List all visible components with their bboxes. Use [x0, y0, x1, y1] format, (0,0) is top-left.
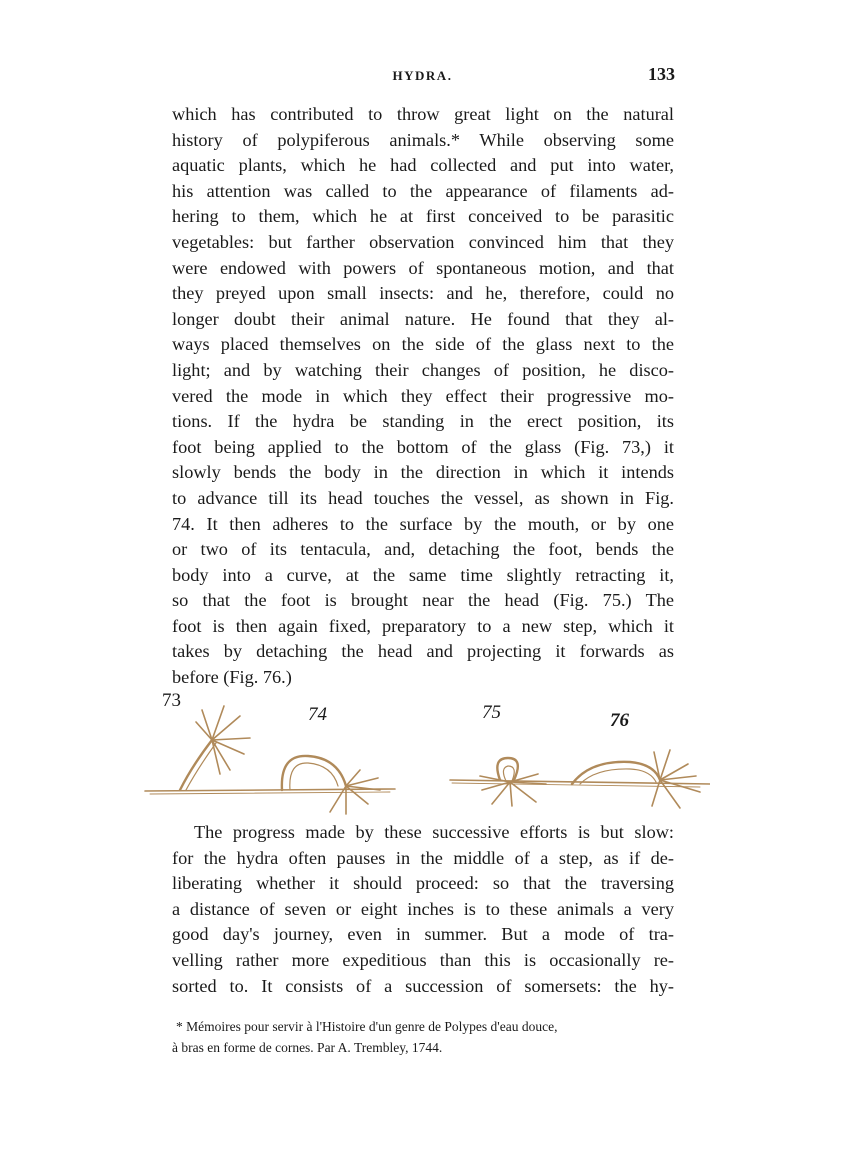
- text-line: velling rather more expeditious than this is occasionally re-: [172, 949, 674, 970]
- text-line: liberating whether it should proceed: so that the traversing: [172, 873, 674, 894]
- text-line: The progress made by these successive efforts is but slow:: [194, 822, 674, 842]
- text-line: vegetables: but farther observation convinced him that they: [172, 231, 674, 252]
- text-line: aquatic plants, which he had collected and put into water,: [172, 155, 674, 176]
- page-number: 133: [648, 64, 675, 84]
- text-line: ways placed themselves on the side of the glass next to the: [172, 334, 674, 355]
- paragraph-2: [172, 820, 674, 999]
- text-line: body into a curve, at the same time slightly retracting it,: [172, 564, 674, 585]
- figure-label-75: 75: [482, 702, 501, 723]
- paragraph-1: [172, 102, 674, 691]
- text-line: foot is then again fixed, preparatory to a new step, which it: [172, 615, 674, 636]
- text-line: vered the mode in which they effect their progressive mo-: [172, 385, 674, 406]
- running-head: [170, 64, 675, 88]
- text-line: takes by detaching the head and projecting it forwards as: [172, 641, 674, 662]
- text-line: before (Fig. 76.): [172, 667, 292, 688]
- text-line: so that the foot is brought near the head (Fig. 75.) The: [172, 590, 674, 611]
- text-line: longer doubt their animal nature. He found that they al-: [172, 308, 674, 329]
- text-line: good day's journey, even in summer. But a mode of tra-: [172, 924, 674, 945]
- text-line: his attention was called to the appearance of filaments ad-: [172, 180, 674, 201]
- text-line: or two of its tentacula, and, detaching the foot, bends the: [172, 539, 674, 560]
- text-line: sorted to. It consists of a succession of somersets: the hy-: [172, 975, 674, 996]
- text-line: light; and by watching their changes of position, he disco-: [172, 359, 674, 380]
- running-title: HYDRA.: [392, 68, 453, 83]
- footnote: [172, 1016, 672, 1058]
- text-line: they preyed upon small insects: and he, therefore, could no: [172, 283, 674, 304]
- figure-label-74: 74: [308, 704, 327, 725]
- hydra-locomotion-figure: [140, 688, 710, 818]
- footnote-line: * Mémoires pour servir à l'Histoire d'un genre de Polypes d'eau douce,: [176, 1019, 558, 1034]
- text-line: which has contributed to throw great light on the natural: [172, 104, 674, 124]
- text-line: were endowed with powers of spontaneous motion, and that: [172, 257, 674, 278]
- figure-label-76: 76: [610, 710, 629, 731]
- text-line: 74. It then adheres to the surface by the mouth, or by one: [172, 513, 674, 534]
- text-line: history of polypiferous animals.* While observing some: [172, 129, 674, 150]
- footnote-line: à bras en forme de cornes. Par A. Trembley, 1744.: [172, 1040, 443, 1055]
- text-line: slowly bends the body in the direction in which it intends: [172, 462, 674, 483]
- text-line: hering to them, which he at first conceived to be parasitic: [172, 206, 674, 227]
- text-line: to advance till its head touches the vessel, as shown in Fig.: [172, 487, 674, 508]
- hydra-engraving: [140, 688, 710, 818]
- figure-label-73: 73: [162, 690, 181, 711]
- text-line: a distance of seven or eight inches is to these animals a very: [172, 898, 674, 919]
- text-line: tions. If the hydra be standing in the erect position, its: [172, 411, 674, 432]
- text-line: foot being applied to the bottom of the glass (Fig. 73,) it: [172, 436, 674, 457]
- text-line: for the hydra often pauses in the middle of a step, as if de-: [172, 847, 674, 868]
